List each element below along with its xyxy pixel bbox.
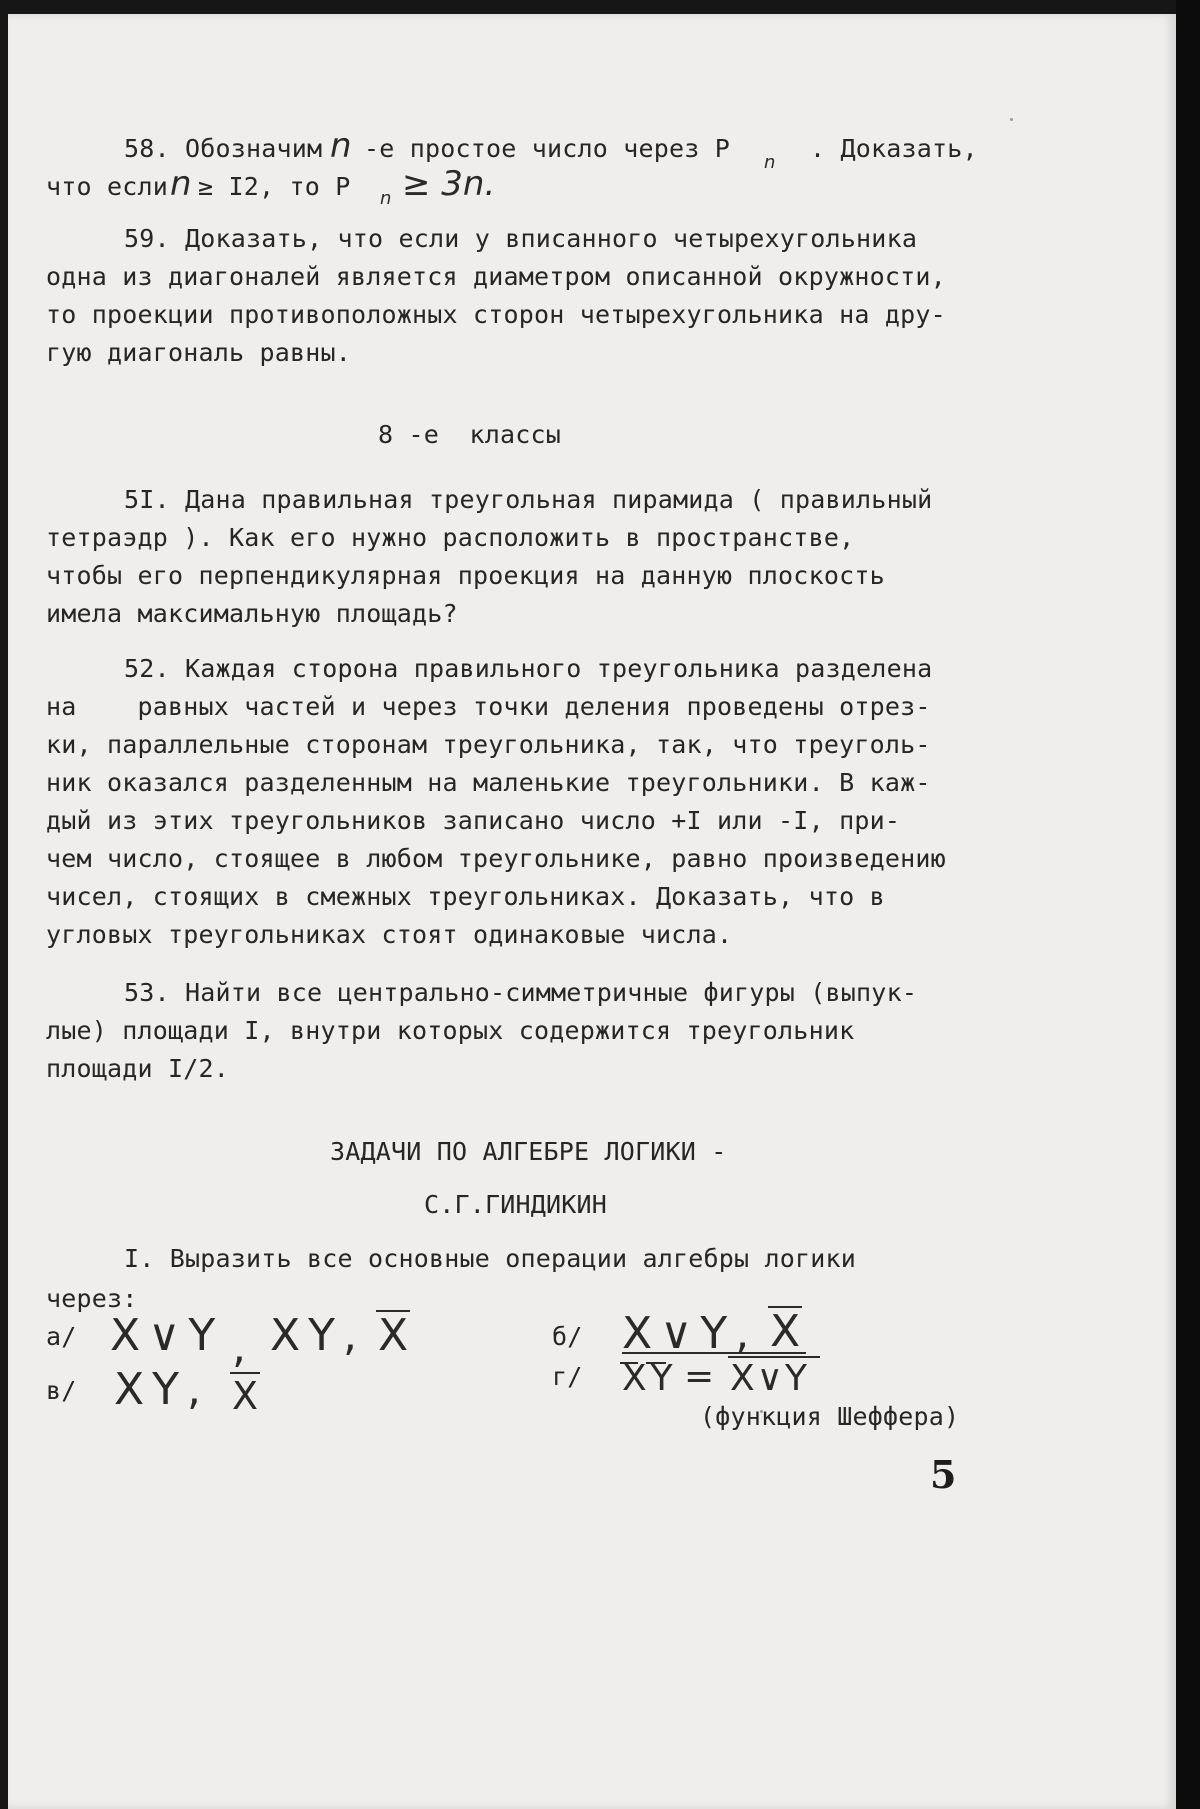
problem-59-line: то проекции противоположных сторон четырехугольника на дру-	[46, 300, 946, 329]
problem-51-line: имела максимальную площадь?	[46, 599, 458, 628]
problem-58-text: что если	[46, 172, 169, 201]
problem-52-line: угловых треугольниках стоят одинаковые числа.	[46, 920, 733, 949]
problem-52-line: дый из этих треугольников записано число +I или -I, при-	[46, 806, 901, 835]
underline-stroke	[622, 1352, 806, 1354]
page-number: 5	[930, 1452, 957, 1497]
problem-59-line: гую диагональ равны.	[46, 338, 352, 367]
option-v-expr-negation: X	[232, 1374, 259, 1418]
problem-53-line: 53. Найти все центрально-симметричные фигуры (выпук-	[124, 978, 918, 1007]
problem-58-text: -е простое число через P	[364, 134, 731, 163]
handwritten-n: n	[330, 126, 352, 166]
problem-53-line: площади I/2.	[46, 1054, 230, 1083]
problem-52-line: ки, параллельные сторонам треугольника, так, что треуголь-	[46, 730, 931, 759]
option-g-label: г/	[552, 1362, 583, 1391]
problem-51-line: тетраэдр ). Как его нужно расположить в пространстве,	[46, 523, 855, 552]
option-a-expr: X∨Y	[110, 1310, 224, 1361]
option-b-expr-negation: X	[770, 1306, 801, 1357]
problem-58-text: 58. Обозначим	[124, 134, 323, 163]
problem-58-text: ≥ I2, то P	[198, 172, 351, 201]
option-b-expr: X∨Y,	[622, 1308, 758, 1359]
negation-bar	[376, 1310, 410, 1312]
negation-bar	[646, 1362, 666, 1364]
problem-53-line: лые) площади I, внутри которых содержится треугольник	[46, 1016, 855, 1045]
problem-52-line: на равных частей и через точки деления проведены отрез-	[46, 692, 931, 721]
problem-52-line: чем число, стоящее в любом треугольнике, равно произведению	[46, 844, 946, 873]
option-a-expr-negation: X	[378, 1310, 409, 1361]
negation-bar	[230, 1372, 260, 1374]
problem-59-line: одна из диагоналей является диаметром описанной окружности,	[46, 262, 946, 291]
option-a-expr: XY,	[270, 1310, 366, 1361]
option-v-expr: XY,	[114, 1364, 210, 1415]
negation-bar	[728, 1356, 820, 1358]
negation-bar	[768, 1306, 802, 1308]
problem-52-line: 52. Каждая сторона правильного треугольника разделена	[124, 654, 933, 683]
subscript-n: n	[764, 152, 776, 173]
sheffer-lhs: XY	[622, 1358, 677, 1399]
problem-59-line: 59. Доказать, что если у вписанного четырехугольника	[124, 224, 918, 253]
logic-problem-1-line: через:	[46, 1284, 138, 1313]
logic-problem-1-line: I. Выразить все основные операции алгебры логики	[124, 1244, 857, 1273]
option-a-label: а/	[46, 1322, 77, 1351]
paper-speck	[1010, 118, 1013, 121]
option-v-label: в/	[46, 1376, 77, 1405]
sheffer-rhs: X∨Y	[730, 1358, 810, 1399]
problem-52-line: чисел, стоящих в смежных треугольниках. Доказать, что в	[46, 882, 885, 911]
handwritten-n: n	[170, 164, 192, 204]
problem-52-line: ник оказался разделенным на маленькие треугольники. В каж-	[46, 768, 931, 797]
problem-51-line: чтобы его перпендикулярная проекция на данную плоскость	[46, 561, 885, 590]
logic-section-title: ЗАДАЧИ ПО АЛГЕБРЕ ЛОГИКИ -	[330, 1137, 727, 1166]
option-b-label: б/	[552, 1322, 583, 1351]
handwritten-3n: ≥ 3n.	[402, 164, 496, 204]
option-a-comma: ,	[232, 1322, 246, 1373]
sheffer-equals: =	[684, 1356, 715, 1397]
logic-section-author: С.Г.ГИНДИКИН	[424, 1190, 608, 1219]
problem-51-line: 5I. Дана правильная треугольная пирамида ( правильный	[124, 485, 933, 514]
subscript-n: n	[380, 188, 392, 209]
section-heading: 8 -е классы	[378, 420, 562, 449]
scan-edge	[1176, 0, 1200, 1809]
sheffer-note: (функция Шеффера)	[700, 1402, 960, 1431]
problem-58-text: . Доказать,	[810, 134, 978, 163]
negation-bar	[620, 1362, 638, 1364]
